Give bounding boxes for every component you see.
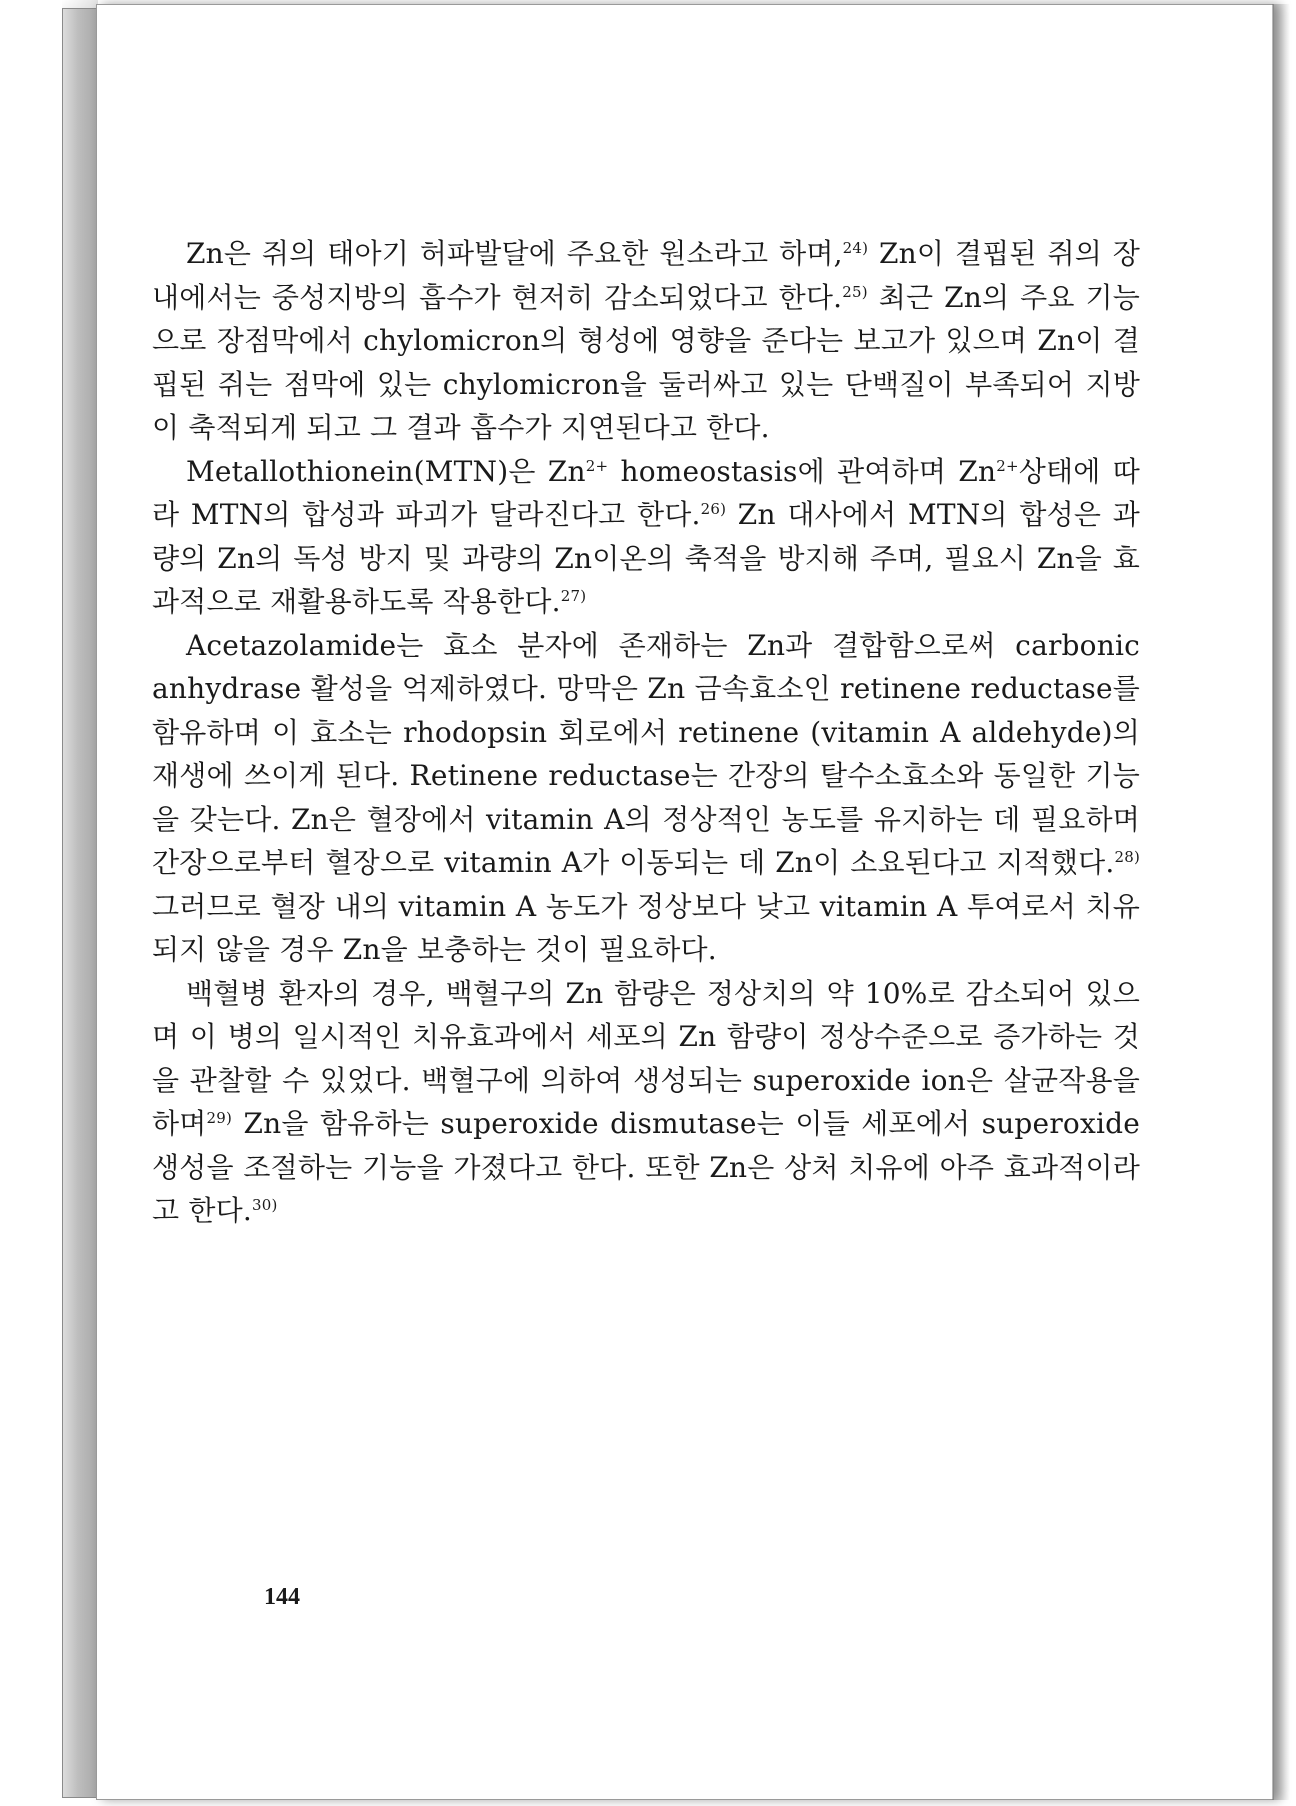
text-run: Metallothionein(MTN)은 Zn [186,454,586,488]
footnote-ref: 28) [1114,848,1140,866]
text-run: Zn은 쥐의 태아기 허파발달에 주요한 원소라고 하며, [186,237,843,270]
footnote-ref: 26) [700,500,727,518]
footnote-ref: 2+ [585,456,609,475]
page-shadow [1272,4,1290,1800]
footnote-ref: 2+ [996,456,1019,475]
footnote-ref: 27) [560,587,587,605]
footnote-ref: 25) [842,282,868,301]
text-run: Zn을 함유하는 superoxide dismutase는 이들 세포에서 superoxide 생성을 조절하는 기능을 가졌다고 한다. 또한 Zn은 상처 치유에 아주 효과적이라고 한다. [152,1107,1140,1227]
body-text [152,232,1140,1233]
footnote-ref: 30) [251,1196,278,1214]
text-run: Zn이 결핍된 쥐의 장 내에서는 중성지방의 흡수가 현저히 감소되었다고 한다. [152,237,1140,314]
book-spine [62,8,98,1798]
text-run: homeostasis에 관여하며 Zn [608,454,997,488]
text-run: 백혈병 환자의 경우, 백혈구의 Zn 함량은 정상치의 약 10%로 감소되어 있으며 이 병의 일시적인 치유효과에서 세포의 Zn 함량이 정상수준으로 증가하는 것을 관찰할 수 있었다. 백혈구에 의하여 생성되는 superoxide ion은 살균작용을 하며 [152,976,1140,1140]
footnote-ref: 29) [206,1109,233,1127]
text-run: Zn 대사에서 MTN의 합성은 과량의 Zn의 독성 방지 및 과량의 Zn이온의 축적을 방지해 주며, 필요시 Zn을 효과적으로 재활용하도록 작용한다. [152,498,1140,618]
text-run: 최근 Zn의 주요 기능으로 장점막에서 chylomicron의 형성에 영향을 준다는 보고가 있으며 Zn이 결핍된 쥐는 점막에 있는 chylomicron을 둘러싸고 있는 단백질이 부족되어 지방이 축적되게 되고 그 결과 흡수가 지연된다고 한다. [152,280,1140,444]
paragraph [152,972,1140,1233]
page-number: 144 [264,1584,300,1610]
text-run: 상태에 따라 MTN의 합성과 파괴가 달라진다고 한다. [152,454,1140,531]
paragraph [152,232,1140,450]
paragraph [152,450,1140,624]
paragraph [152,624,1140,972]
footnote-ref: 24) [842,239,869,257]
text-run: 그러므로 혈장 내의 vitamin A 농도가 정상보다 낮고 vitamin A 투여로서 치유되지 않을 경우 Zn을 보충하는 것이 필요하다. [152,889,1140,966]
text-run: Acetazolamide는 효소 분자에 존재하는 Zn과 결합함으로써 carbonic anhydrase 활성을 억제하였다. 망막은 Zn 금속효소인 retinene reductase를 함유하며 이 효소는 rhodopsin 회로에서 retinene (vitamin A aldehyde)의 재생에 쓰이게 된다. Retinene reductase는 간장의 탈수소효소와 동일한 기능을 갖는다. Zn은 혈장에서 vitamin A의 정상적인 농도를 유지하는 데 필요하며 간장으로부터 혈장으로 vitamin A가 이동되는 데 Zn이 소요된다고 지적했다. [152,628,1140,879]
